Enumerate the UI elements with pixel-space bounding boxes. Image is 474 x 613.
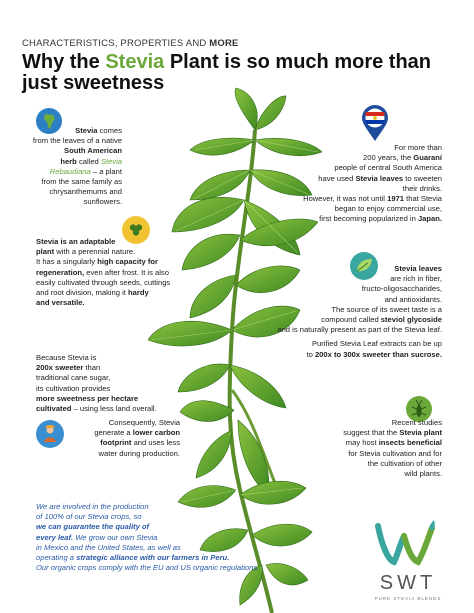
production-text: We are involved in the production of 100% of our Stevia crops, so we can guarantee the quality of every leaf. We grow our own Stevia in Mexico and the United States, as well as operating a strategic alliance with our farmers in Peru. Our organic crops comply with the EU and US organic regulations. — [36, 502, 260, 573]
logo-tagline: PURE STEVIA BLENDS — [374, 596, 442, 601]
farmer-icon — [36, 420, 64, 448]
page-title: Why the Stevia Plant is so much more than just sweetness — [22, 51, 431, 94]
insects-text: Recent studies suggest that the Stevia plant may host insects beneficial for Stevia cultivation and for the cultivation of other wild plants. — [343, 418, 442, 479]
swt-logo-icon — [368, 516, 448, 572]
leaves-text: Stevia leaves are rich in fiber, fructo-oligosaccharides, and antioxidants. The source of its sweet taste is a compound called steviol glycoside and is naturally present as part of the Stevia leaf. Purified Stevia Leaf extracts can be up to 200x to 300x sweeter than sucrose. — [277, 264, 442, 359]
sweeter-text: Because Stevia is 200x sweeter than traditional cane sugar, its cultivation provides more sweetness per hectare cultivated – using less land overall. — [36, 353, 157, 414]
origin-text: Stevia comes from the leaves of a native South American herb called Stevia Rebaudiana – a plant from the same family as chrysanthemums and sunflowers. — [32, 126, 122, 207]
kicker: CHARACTERISTICS, PROPERTIES AND MORE — [22, 38, 239, 49]
swt-logo — [368, 516, 448, 608]
adaptable-text: Stevia is an adaptable plant with a perennial nature. It has a singularly high capacity for regeneration, even after frost. It is also easily cultivated through seeds, cuttings and root division, making it hardy and versatile. — [36, 237, 171, 308]
logo-name: SWT — [379, 572, 437, 594]
paraguay-flag-pin-icon — [360, 104, 390, 142]
paraguay-text: For more than 200 years, the Guaraní people of central South America have used Stevia leaves to sweeten their drinks. However, it was not until 1971 that Stevia began to enjoy commercial use, first becoming popularized in Japan. — [303, 143, 442, 224]
carbon-text: Consequently, Stevia generate a lower carbon footprint and uses less water during production. — [94, 418, 180, 458]
